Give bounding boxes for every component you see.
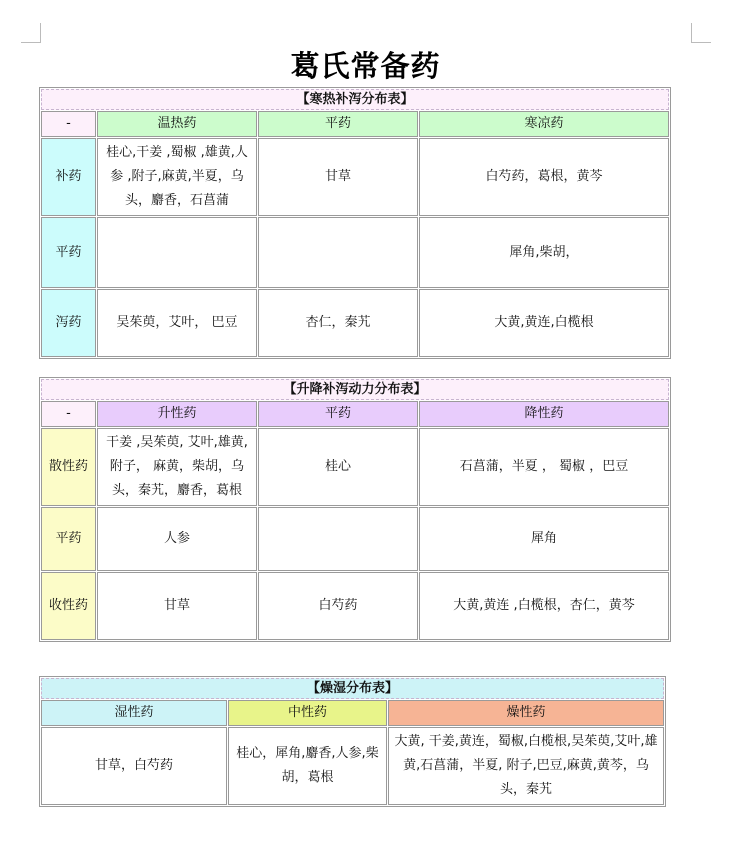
table-caption: 【升降补泻动力分布表】 [41,379,669,400]
corner-cell: - [41,111,96,137]
table-cell: 白芍药 [258,572,418,640]
table-cell [258,217,418,288]
table-cell: 大黄,黄连,白榄根 [419,289,669,357]
table-row [41,572,669,640]
table-row [41,289,669,357]
document-title: 葛氏常备药 [290,49,441,83]
table-cell: 干姜 ,吴茱萸, 艾叶,雄黄,附子， 麻黄，柴胡，乌头，秦艽，麝香，葛根 [97,428,257,506]
table-cell: 大黄, 干姜,黄连，蜀椒,白榄根,吴茱萸,艾叶,雄黄,石菖蒲，半夏, 附子,巴豆,麻黄,黄芩，乌头，秦艽 [388,727,664,805]
row-header: 补药 [41,138,96,216]
table-cell: 甘草 [97,572,257,640]
table-row [41,727,664,805]
row-header: 泻药 [41,289,96,357]
dry-damp-table [39,676,666,807]
table-cell: 桂心 [258,428,418,506]
page-corner-mark-top-left [21,23,41,43]
table-caption: 【寒热补泻分布表】 [41,89,669,110]
ascend-descend-table [39,377,671,642]
table-row [41,217,669,288]
table-cell: 犀角 [419,507,669,571]
table-caption: 【燥湿分布表】 [41,678,664,699]
column-header: 降性药 [419,401,669,427]
table-cell: 人参 [97,507,257,571]
table-cell: 桂心，犀角,麝香,人参,柴胡，葛根 [228,727,387,805]
column-header: 中性药 [228,700,387,726]
table-row [41,507,669,571]
column-header: 燥性药 [388,700,664,726]
table-cell: 吴茱萸，艾叶， 巴豆 [97,289,257,357]
column-header: 升性药 [97,401,257,427]
corner-cell: - [41,401,96,427]
row-header: 平药 [41,217,96,288]
table-row [41,138,669,216]
column-header: 平药 [258,111,418,137]
table-cell: 甘草，白芍药 [41,727,227,805]
table-cell: 杏仁，秦艽 [258,289,418,357]
table-cell [258,507,418,571]
table-cell: 大黄,黄连 ,白榄根，杏仁，黄芩 [419,572,669,640]
column-header: 平药 [258,401,418,427]
column-header: 温热药 [97,111,257,137]
table-cell: 犀角,柴胡， [419,217,669,288]
table-row [41,428,669,506]
row-header: 平药 [41,507,96,571]
table-cell [97,217,257,288]
page-corner-mark-top-right [691,23,711,43]
row-header: 收性药 [41,572,96,640]
cold-heat-tonify-purge-table [39,87,671,359]
row-header: 散性药 [41,428,96,506]
column-header: 寒凉药 [419,111,669,137]
table-cell: 石菖蒲，半夏 ， 蜀椒 ，巴豆 [419,428,669,506]
table-cell: 甘草 [258,138,418,216]
column-header: 湿性药 [41,700,227,726]
table-cell: 桂心,干姜 ,蜀椒 ,雄黄,人参 ,附子,麻黄,半夏，乌头，麝香，石菖蒲 [97,138,257,216]
table-cell: 白芍药，葛根，黄芩 [419,138,669,216]
